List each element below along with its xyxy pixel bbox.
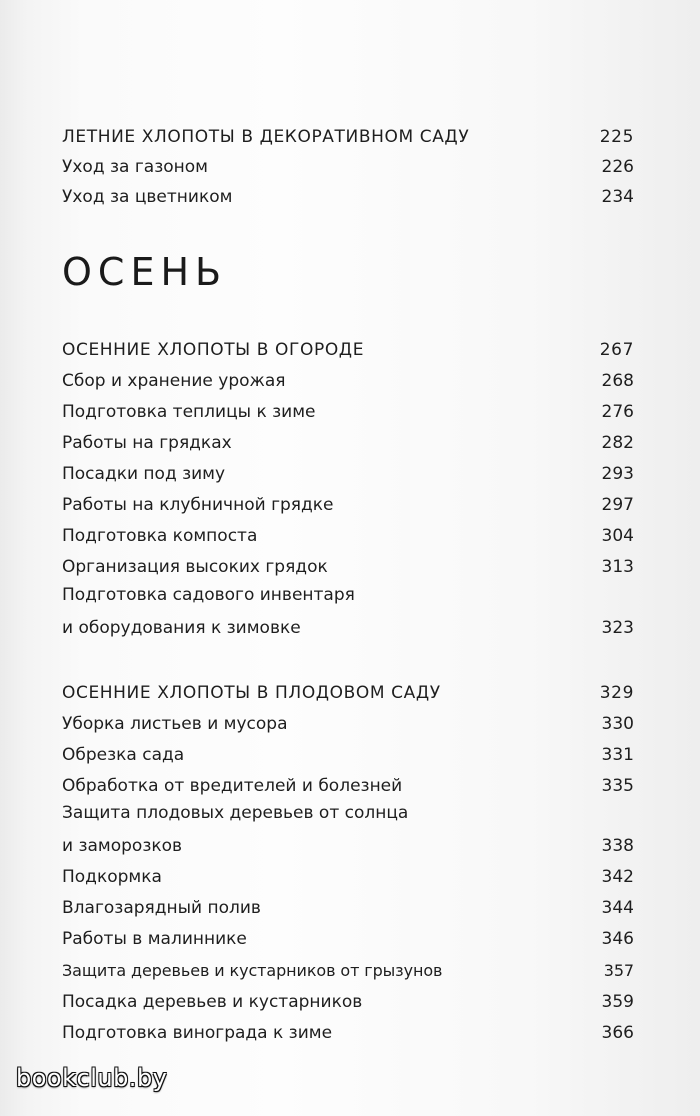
dot-leader — [367, 339, 597, 361]
dot-leader — [250, 928, 599, 950]
toc-entry-title: Организация высоких грядок — [62, 557, 328, 577]
toc-entry-title: Влагозарядный полив — [62, 898, 261, 918]
toc-entry[interactable] — [62, 736, 634, 766]
toc-entry[interactable] — [62, 952, 634, 982]
toc-entry-title: Обработка от вредителей и болезней — [62, 776, 403, 796]
toc-entry[interactable] — [62, 455, 634, 485]
toc-entry[interactable] — [62, 424, 634, 454]
toc-section-autumn-vegetable[interactable] — [62, 331, 634, 361]
toc-entry-title: Работы на клубничной грядке — [62, 495, 334, 515]
toc-section-autumn-orchard[interactable] — [62, 674, 634, 704]
toc-entry-title: Защита деревьев и кустарников от грызунов — [62, 961, 443, 980]
dot-leader — [444, 682, 597, 704]
toc-entry[interactable] — [62, 362, 634, 392]
toc-page-number: 338 — [601, 836, 634, 856]
toc-entry-title-first-line: Подготовка садового инвентаря — [62, 585, 355, 605]
toc-entry-title: и заморозков — [62, 836, 183, 856]
toc-page-number: 282 — [601, 433, 634, 453]
toc-page-number: 293 — [601, 464, 634, 484]
toc-entry-title: Работы в малиннике — [62, 929, 247, 949]
toc-page-number: 323 — [601, 618, 634, 638]
dot-leader — [331, 556, 599, 578]
dot-leader — [187, 744, 598, 766]
toc-page-number: 313 — [601, 557, 634, 577]
toc-entry-title: Работы на грядках — [62, 433, 232, 453]
toc-entry[interactable] — [62, 858, 634, 888]
toc-entry-title: Сбор и хранение урожая — [62, 371, 286, 391]
dot-leader — [337, 494, 599, 516]
toc-entry[interactable] — [62, 920, 634, 950]
toc-page-number: 234 — [601, 187, 634, 207]
dot-leader — [319, 401, 599, 423]
toc-entry-title: Подготовка винограда к зиме — [62, 1023, 333, 1043]
dot-leader — [405, 775, 598, 797]
toc-entry[interactable] — [62, 827, 634, 857]
toc-entry[interactable] — [62, 486, 634, 516]
toc-entry[interactable] — [62, 393, 634, 423]
toc-entry[interactable] — [62, 983, 634, 1013]
toc-section-summer-decorative[interactable] — [62, 118, 634, 148]
dot-leader — [235, 186, 598, 208]
toc-entry[interactable] — [62, 548, 634, 578]
dot-leader — [290, 713, 598, 735]
toc-entry-title: Посадка деревьев и кустарников — [62, 992, 363, 1012]
toc-page-number: 342 — [601, 867, 634, 887]
toc-page-number: 366 — [601, 1023, 634, 1043]
toc-entry-title: Уборка листьев и мусора — [62, 714, 288, 734]
toc-page-number: 267 — [599, 340, 634, 360]
dot-leader — [235, 432, 599, 454]
toc-entry[interactable] — [62, 889, 634, 919]
toc-entry[interactable] — [62, 148, 634, 178]
dot-leader — [264, 897, 599, 919]
toc-page-number: 330 — [601, 714, 634, 734]
dot-leader — [365, 991, 598, 1013]
toc-page-number: 335 — [601, 776, 634, 796]
toc-page-number: 226 — [601, 157, 634, 177]
toc-entry-title-first-line: Защита плодовых деревьев от солнца — [62, 803, 409, 823]
toc-entry[interactable] — [62, 1014, 634, 1044]
toc-section-title: ОСЕННИЕ ХЛОПОТЫ В ОГОРОДЕ — [62, 340, 365, 360]
toc-page-number: 357 — [603, 961, 634, 980]
toc-page-number: 297 — [601, 495, 634, 515]
toc-entry-title: и оборудования к зимовке — [62, 618, 301, 638]
dot-leader — [335, 1022, 599, 1044]
toc-page-number: 225 — [599, 127, 634, 147]
toc-entry-title: Подготовка теплицы к зиме — [62, 402, 316, 422]
toc-entry-title: Уход за газоном — [62, 157, 208, 177]
toc-entry[interactable] — [62, 705, 634, 735]
dot-leader — [165, 866, 599, 888]
toc-page-number: 304 — [601, 526, 634, 546]
toc-page-number: 346 — [601, 929, 634, 949]
toc-entry[interactable] — [62, 609, 634, 639]
toc-page-number: 329 — [599, 683, 634, 703]
toc-page-number: 344 — [601, 898, 634, 918]
toc-section-title: ОСЕННИЕ ХЛОПОТЫ В ПЛОДОВОМ САДУ — [62, 683, 441, 703]
toc-page-number: 268 — [601, 371, 634, 391]
toc-page-number: 359 — [601, 992, 634, 1012]
toc-page-number: 276 — [601, 402, 634, 422]
toc-entry[interactable] — [62, 767, 634, 797]
dot-leader — [445, 960, 600, 982]
toc-entry[interactable] — [62, 517, 634, 547]
toc-section-title: ЛЕТНИЕ ХЛОПОТЫ В ДЕКОРАТИВНОМ САДУ — [62, 127, 470, 147]
toc-entry-title: Подготовка компоста — [62, 526, 258, 546]
watermark: bookclub.by — [16, 1064, 168, 1092]
dot-leader — [304, 617, 599, 639]
dot-leader — [288, 370, 598, 392]
dot-leader — [228, 463, 598, 485]
season-heading: ОСЕНЬ — [62, 250, 228, 294]
dot-leader — [260, 525, 598, 547]
dot-leader — [472, 126, 596, 148]
toc-entry-title: Обрезка сада — [62, 745, 185, 765]
toc-entry-title: Подкормка — [62, 867, 162, 887]
toc-entry[interactable] — [62, 178, 634, 208]
toc-entry-title: Уход за цветником — [62, 187, 233, 207]
dot-leader — [185, 835, 598, 857]
toc-entry-title: Посадки под зиму — [62, 464, 226, 484]
toc-page-number: 331 — [601, 745, 634, 765]
dot-leader — [211, 156, 599, 178]
